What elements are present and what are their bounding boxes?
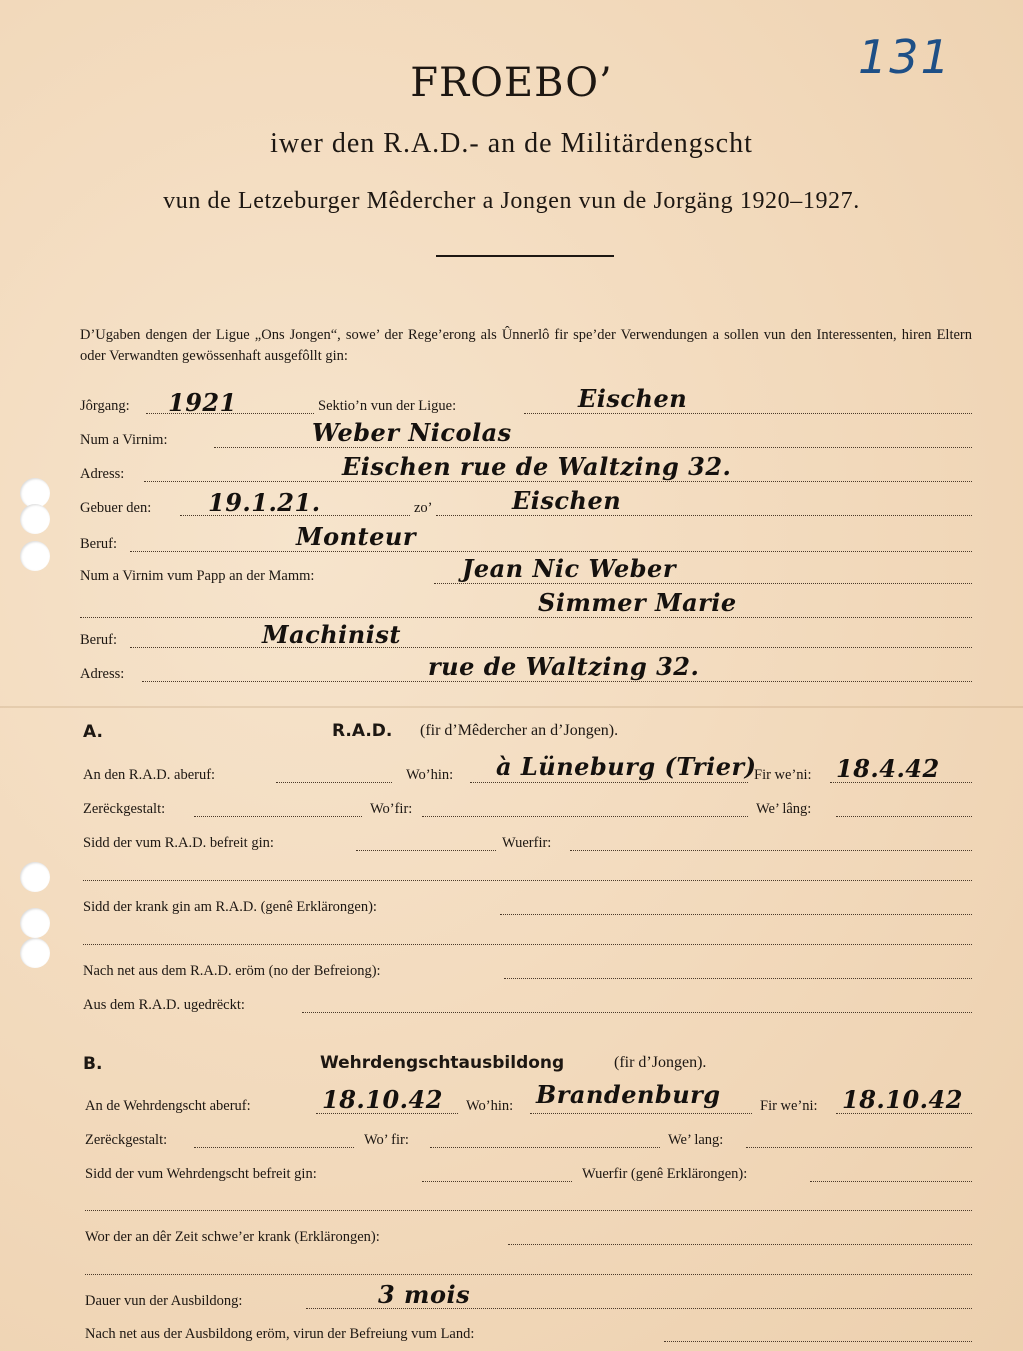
parents-beruf-field[interactable] bbox=[130, 647, 972, 648]
b-krank-field-2[interactable] bbox=[85, 1274, 972, 1275]
a-aberuf-field[interactable] bbox=[276, 782, 392, 783]
b-wohin-value: Brandenburg bbox=[536, 1080, 721, 1109]
b-wofir-label: Wo’ fir: bbox=[364, 1132, 409, 1148]
a-zereck-field[interactable] bbox=[194, 816, 362, 817]
mother-value: Simmer Marie bbox=[538, 588, 737, 617]
b-fir-weni-label: Fir we’ni: bbox=[760, 1098, 818, 1114]
name-field[interactable] bbox=[214, 447, 972, 448]
zo-field[interactable] bbox=[436, 515, 972, 516]
punch-hole bbox=[20, 862, 50, 892]
a-welang-field[interactable] bbox=[836, 816, 972, 817]
b-zereck-label: Zerëckgestalt: bbox=[85, 1132, 168, 1148]
section-b-note: (fir d’Jongen). bbox=[614, 1054, 707, 1071]
form-title: FROEBO’ bbox=[410, 60, 613, 106]
a-fir-weni-label: Fir we’ni: bbox=[754, 767, 812, 783]
parents-field[interactable] bbox=[434, 583, 972, 584]
b-welang-field[interactable] bbox=[746, 1147, 972, 1148]
b-aberuf-value: 18.10.42 bbox=[322, 1085, 443, 1114]
jorgang-value: 1921 bbox=[168, 388, 237, 417]
b-wofir-field[interactable] bbox=[430, 1147, 660, 1148]
b-wuerfir-label: Wuerfir (genê Erklärongen): bbox=[582, 1166, 748, 1182]
jorgang-label: Jôrgang: bbox=[80, 398, 130, 414]
punch-hole bbox=[20, 908, 50, 938]
title-divider bbox=[436, 255, 614, 257]
name-value: Weber Nicolas bbox=[312, 418, 512, 447]
adress-label: Adress: bbox=[80, 466, 125, 482]
a-wohin-value: à Lüneburg (Trier) bbox=[496, 752, 757, 781]
a-ugedreckt-label: Aus dem R.A.D. ugedrëckt: bbox=[83, 997, 245, 1013]
gebuer-label: Gebuer den: bbox=[80, 500, 152, 516]
paper-fold-crease bbox=[0, 706, 1023, 708]
section-a-letter: A. bbox=[83, 722, 103, 742]
b-zereck-field[interactable] bbox=[194, 1147, 354, 1148]
b-fir-weni-value: 18.10.42 bbox=[842, 1085, 963, 1114]
a-krank-field[interactable] bbox=[500, 914, 972, 915]
page-number: 131 bbox=[858, 30, 952, 84]
b-krank-label: Wor der an dêr Zeit schwe’er krank (Erklärongen): bbox=[85, 1229, 380, 1245]
parents-adress-label: Adress: bbox=[80, 666, 125, 682]
b-wuerfir-field[interactable] bbox=[810, 1181, 972, 1182]
father-value: Jean Nic Weber bbox=[462, 554, 676, 583]
parents-label: Num a Virnim vum Papp an der Mamm: bbox=[80, 568, 315, 584]
a-ugedreckt-field[interactable] bbox=[302, 1012, 972, 1013]
a-wuerfir-label: Wuerfir: bbox=[502, 835, 552, 851]
sektion-label: Sektio’n vun der Ligue: bbox=[318, 398, 457, 414]
a-wofir-field[interactable] bbox=[422, 816, 748, 817]
parents-beruf-label: Beruf: bbox=[80, 632, 118, 648]
parents-adress-field[interactable] bbox=[142, 681, 972, 682]
a-wuerfir-field-2[interactable] bbox=[83, 880, 972, 881]
a-fir-weni-value: 18.4.42 bbox=[836, 754, 940, 783]
b-wohin-label: Wo’hin: bbox=[466, 1098, 514, 1114]
a-welang-label: We’ lâng: bbox=[756, 801, 812, 817]
a-befreit-label: Sidd der vum R.A.D. befreit gin: bbox=[83, 835, 274, 851]
b-dauer-label: Dauer vun der Ausbildong: bbox=[85, 1293, 243, 1309]
name-label: Num a Virnim: bbox=[80, 432, 168, 448]
adress-field[interactable] bbox=[144, 481, 972, 482]
a-wuerfir-field[interactable] bbox=[570, 850, 972, 851]
a-krank-label: Sidd der krank gin am R.A.D. (genê Erklärongen): bbox=[83, 899, 377, 915]
b-befreit-label: Sidd der vum Wehrdengscht befreit gin: bbox=[85, 1166, 317, 1182]
a-zereck-label: Zerëckgestalt: bbox=[83, 801, 166, 817]
adress-value: Eischen rue de Waltzing 32. bbox=[342, 452, 732, 481]
zo-label: zo’ bbox=[414, 500, 433, 516]
beruf-label: Beruf: bbox=[80, 536, 118, 552]
section-b-letter: B. bbox=[83, 1054, 103, 1074]
b-befreit-field[interactable] bbox=[422, 1181, 572, 1182]
b-wohin-field[interactable] bbox=[530, 1113, 752, 1114]
parents-field-2[interactable] bbox=[80, 617, 972, 618]
punch-hole bbox=[20, 541, 50, 571]
b-dauer-value: 3 mois bbox=[378, 1280, 471, 1309]
form-subtitle-2: vun de Letzeburger Mêdercher a Jongen vun de Jorgäng 1920–1927. bbox=[163, 188, 860, 214]
b-net-aus-field[interactable] bbox=[664, 1341, 972, 1342]
sektion-field[interactable] bbox=[524, 413, 972, 414]
a-net-aus-field[interactable] bbox=[504, 978, 972, 979]
a-wohin-label: Wo’hin: bbox=[406, 767, 454, 783]
section-b-title: Wehrdengschtausbildong bbox=[320, 1053, 565, 1073]
parents-beruf-value: Machinist bbox=[262, 620, 401, 649]
a-wofir-label: Wo’fir: bbox=[370, 801, 413, 817]
beruf-value: Monteur bbox=[296, 522, 416, 551]
a-aberuf-label: An den R.A.D. aberuf: bbox=[83, 767, 216, 783]
beruf-field[interactable] bbox=[130, 551, 972, 552]
a-net-aus-label: Nach net aus dem R.A.D. eröm (no der Befreiong): bbox=[83, 963, 381, 979]
a-befreit-field[interactable] bbox=[356, 850, 496, 851]
form-subtitle: iwer den R.A.D.- an de Militärdengscht bbox=[270, 128, 753, 159]
sektion-value: Eischen bbox=[578, 384, 688, 413]
punch-hole bbox=[20, 938, 50, 968]
section-a-title: R.A.D. bbox=[332, 721, 393, 741]
b-krank-field[interactable] bbox=[508, 1244, 972, 1245]
b-aberuf-label: An de Wehrdengscht aberuf: bbox=[85, 1098, 251, 1114]
punch-hole bbox=[20, 504, 50, 534]
a-wohin-field[interactable] bbox=[470, 782, 748, 783]
zo-value: Eischen bbox=[512, 486, 622, 515]
intro-text: D’Ugaben dengen der Ligue „Ons Jongen“, sowe’ der Rege’erong als Ûnnerlô fir spe’der Verwendungen a sollen vun den Interessenten, hiren Eltern oder Verwandten gewössenhaft ausgefôllt gin: bbox=[80, 327, 972, 364]
gebuer-value: 19.1.21. bbox=[208, 488, 321, 517]
parents-adress-value: rue de Waltzing 32. bbox=[428, 652, 700, 681]
a-krank-field-2[interactable] bbox=[83, 944, 972, 945]
b-net-aus-label: Nach net aus der Ausbildong eröm, virun der Befreiung vum Land: bbox=[85, 1326, 475, 1342]
b-wuerfir-field-2[interactable] bbox=[85, 1210, 972, 1211]
b-welang-label: We’ lang: bbox=[668, 1132, 724, 1148]
section-a-note: (fir d’Mêdercher an d’Jongen). bbox=[420, 722, 619, 739]
